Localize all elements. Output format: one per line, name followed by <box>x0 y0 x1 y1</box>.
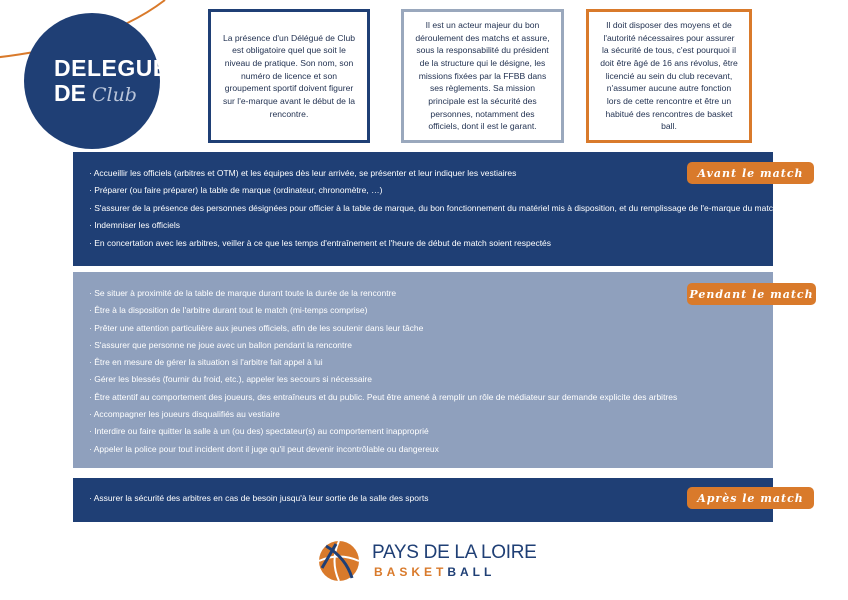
intro-box-role <box>401 9 564 143</box>
intro-box-obligation <box>208 9 370 143</box>
list-item: · Appeler la police pour tout incident dont il juge qu'il peut devenir incontrôlable ou dangereux <box>89 441 763 458</box>
intro-box-requirements <box>586 9 752 143</box>
intro-box-text: La présence d'un Délégué de Club est obligatoire quel que soit le niveau de pratique. Son nom, son numéro de licence et son groupement sportif doivent figurer sur l'e-marque avant le début de la rencontre. <box>222 32 356 119</box>
intro-box-text: Il doit disposer des moyens et de l'autorité nécessaires pour assurer la sécurité de tous, c'est pourquoi il doit être âgé de 16 ans révolus, être licencié au sein du club recevant, n'assumer aucune autre fonction lors de cette rencontre et être un habitué des rencontres de basket ball. <box>600 19 738 132</box>
delegue-de-club-badge <box>24 13 169 149</box>
logo-text-basket: BASKET <box>374 565 448 579</box>
tag-pendant-le-match: Pendant le match <box>687 283 816 305</box>
logo-text-ball: BALL <box>447 565 496 579</box>
badge-line2-de: DE <box>54 80 86 106</box>
list-item: · En concertation avec les arbitres, veiller à ce que les temps d'entraînement et l'heure de début de match soient respectés <box>89 235 763 252</box>
logo-text-basketball <box>374 565 495 579</box>
basketball-icon <box>316 538 362 584</box>
list-item: · S'assurer de la présence des personnes désignées pour officier à la table de marque, du bon fonctionnement du matériel mis à disposition, et du remplissage de l'e-marque du match <box>89 200 763 217</box>
list-item: · Préparer (ou faire préparer) la table de marque (ordinateur, chronomètre, …) <box>89 182 763 199</box>
list-item: · Accueillir les officiels (arbitres et OTM) et les équipes dès leur arrivée, se présenter et leur indiquer les vestiaires <box>89 165 763 182</box>
badge-line2-club: Club <box>91 84 137 106</box>
list-item: · Interdire ou faire quitter la salle à un (ou des) spectateur(s) au comportement inapproprié <box>89 423 763 440</box>
pays-de-la-loire-basketball-logo <box>316 536 542 586</box>
list-item: · Être en mesure de gérer la situation si l'arbitre fait appel à lui <box>89 354 763 371</box>
apres-list <box>89 490 763 507</box>
list-item: · S'assurer que personne ne joue avec un ballon pendant la rencontre <box>89 337 763 354</box>
badge-line2 <box>54 80 160 106</box>
pendant-list <box>89 285 763 458</box>
tag-apres-le-match: Après le match <box>687 487 814 509</box>
list-item: · Indemniser les officiels <box>89 217 763 234</box>
logo-text-region: PAYS DE LA LOIRE <box>372 542 537 563</box>
tag-avant-le-match: Avant le match <box>687 162 814 184</box>
section-avant-le-match <box>73 152 778 266</box>
section-pendant-le-match <box>73 272 773 468</box>
list-item: · Se situer à proximité de la table de marque durant toute la durée de la rencontre <box>89 285 763 302</box>
list-item: · Être attentif au comportement des joueurs, des entraîneurs et du public. Peut être amené à remplir un rôle de médiateur sur demande explicite des arbitres <box>89 389 763 406</box>
list-item: · Gérer les blessés (fournir du froid, etc.), appeler les secours si nécessaire <box>89 371 763 388</box>
list-item: · Être à la disposition de l'arbitre durant tout le match (mi-temps comprise) <box>89 302 763 319</box>
intro-box-text: Il est un acteur majeur du bon déroulement des matchs et assure, sous la responsabilité du président de la structure qui le désigne, les missions fixées par la FFBB dans ses règlements. Sa mission principale est la sécurité des personnes, notamment des officiels, dont il est le garant. <box>415 19 550 132</box>
section-apres-le-match <box>73 478 773 522</box>
list-item: · Assurer la sécurité des arbitres en cas de besoin jusqu'à leur sortie de la salle des sports <box>89 490 763 507</box>
list-item: · Prêter une attention particulière aux jeunes officiels, afin de les soutenir dans leur tâche <box>89 320 763 337</box>
list-item: · Accompagner les joueurs disqualifiés au vestiaire <box>89 406 763 423</box>
badge-line1: DELEGUE <box>54 55 169 81</box>
avant-list <box>89 165 778 252</box>
